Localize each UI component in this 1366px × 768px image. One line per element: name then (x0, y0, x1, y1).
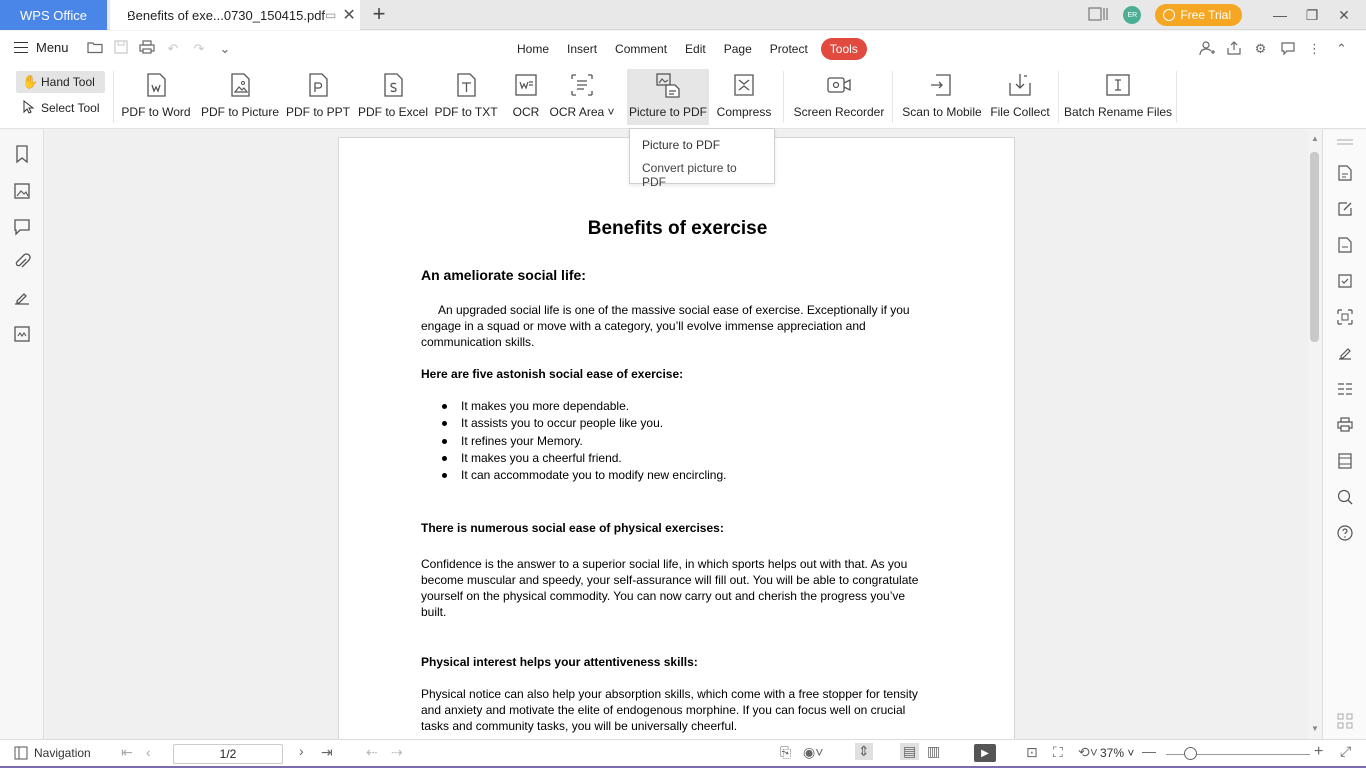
list-item: It refines your Memory. (461, 433, 726, 450)
navigation-label: Navigation (34, 746, 91, 760)
screen-recorder-button[interactable] (795, 69, 883, 125)
pdf-to-excel-icon (379, 71, 407, 99)
scroll-up-arrow-icon[interactable]: ▲ (1311, 134, 1319, 143)
more-options-icon[interactable]: ⋮ (1308, 41, 1321, 56)
navigation-panel-icon (14, 746, 28, 760)
redo-icon[interactable]: ↷ (193, 41, 205, 56)
edit-pen-icon[interactable] (1336, 200, 1354, 218)
eye-protection-icon[interactable]: ◉˅ (803, 744, 824, 760)
file-collect-label: File Collect (990, 105, 1050, 119)
pdf-to-picture-icon (226, 71, 254, 99)
single-page-icon[interactable]: ▤ (900, 743, 919, 760)
fullscreen-icon[interactable]: ⤢ (1340, 743, 1352, 759)
document-title: Benefits of exercise (587, 218, 768, 239)
pdf-to-word-button[interactable] (120, 69, 192, 125)
scan-to-mobile-button[interactable] (900, 69, 984, 125)
sign-pen-icon[interactable] (1336, 344, 1354, 362)
bullet-list (461, 398, 726, 484)
minimize-icon[interactable]: — (1273, 7, 1287, 23)
ribbon-separator (113, 71, 114, 123)
share-user-icon[interactable] (1196, 40, 1217, 58)
compress-icon (730, 71, 758, 99)
restore-icon[interactable]: ❐ (1305, 6, 1319, 23)
batch-rename-files-label: Batch Rename Files (1063, 105, 1173, 119)
close-tab-icon[interactable]: ✕ (342, 7, 356, 24)
ribbon-separator (1176, 71, 1177, 123)
vertical-scrollbar[interactable] (1308, 130, 1322, 739)
ocr-area-button[interactable] (551, 69, 613, 125)
list-item: It makes you more dependable. (461, 398, 726, 415)
hand-tool-label: Hand Tool (41, 75, 95, 89)
tool-mode-group (16, 71, 105, 123)
pdf-to-picture-button[interactable] (200, 69, 280, 125)
title-bar-controls (1085, 0, 1366, 30)
zoom-level[interactable]: 37% ˅ (1100, 746, 1135, 760)
free-trial-label: Free Trial (1180, 8, 1231, 22)
ocr-button[interactable] (510, 69, 542, 125)
print-side-icon[interactable] (1336, 416, 1354, 434)
thumbnail-icon[interactable] (12, 181, 32, 201)
settings-gear-icon[interactable]: ⚙ (1254, 41, 1267, 56)
scrollbar-thumb[interactable] (1310, 152, 1319, 342)
play-slideshow-icon[interactable]: ▶ (974, 744, 996, 762)
file-collect-button[interactable] (989, 69, 1051, 125)
heading-numerous-ease: There is numerous social ease of physical exercises: (421, 521, 724, 535)
previous-page-icon[interactable]: ‹ (146, 744, 151, 760)
tab-edit[interactable]: Edit (685, 42, 706, 56)
user-avatar[interactable]: ER (1123, 6, 1141, 24)
pdf-convert-icon[interactable] (1336, 164, 1354, 182)
pdf-to-picture-label: PDF to Picture (200, 105, 280, 119)
scroll-down-arrow-icon[interactable]: ▼ (1311, 724, 1319, 733)
actual-size-icon[interactable]: ⊡ (1026, 744, 1038, 760)
tab-tools[interactable]: Tools (821, 38, 867, 60)
list-item: It assists you to occur people like you. (461, 415, 726, 432)
signature-icon[interactable] (12, 288, 32, 308)
select-tool-button[interactable] (16, 97, 105, 119)
zoom-slider-knob[interactable] (1184, 747, 1197, 760)
picture-panel-icon[interactable] (12, 324, 32, 344)
cursor-icon (22, 100, 36, 117)
left-sidebar (0, 130, 44, 739)
select-tool-label: Select Tool (41, 101, 100, 115)
status-bar (0, 739, 1366, 768)
pdf-to-ppt-label: PDF to PPT (286, 105, 351, 119)
new-tab-button[interactable]: + (372, 1, 386, 26)
undo-icon[interactable]: ↶ (167, 41, 179, 56)
help-icon[interactable] (1336, 524, 1354, 542)
collapse-ribbon-icon[interactable]: ⌃ (1336, 41, 1347, 56)
pdf-to-txt-label: PDF to TXT (434, 105, 498, 119)
tab-insert[interactable]: Insert (567, 42, 598, 56)
pdf-to-excel-label: PDF to Excel (357, 105, 429, 119)
paragraph-confidence: Confidence is the answer to a superior social life, in which sports helps out with that. As you become muscular and speedy, your self-assurance will fill out. You will be able to congratulate yourself on the physical commodity. You can now carry out and cherish the progress you’ve built. (421, 557, 919, 619)
grid-apps-icon[interactable] (1337, 713, 1353, 729)
compress-label: Compress (716, 105, 772, 119)
list-item: It can accommodate you to modify new encircling. (461, 467, 726, 484)
text-layout-icon[interactable] (1336, 380, 1354, 398)
screen-recorder-label: Screen Recorder (793, 105, 885, 119)
quick-access-toolbar (84, 40, 236, 58)
last-page-icon[interactable]: ⇥ (321, 744, 333, 760)
zoom-in-icon[interactable]: + (1314, 743, 1324, 760)
pdf-to-word-label: PDF to Word (121, 105, 191, 119)
paragraph-social-life: An upgraded social life is one of the massive social ease of exercise. Exceptionally if you engage in a squad or move with a category, you’ll evolve immense appreciation and communication skills. (421, 303, 910, 349)
tab-home[interactable]: Home (517, 42, 550, 56)
navigation-toggle[interactable] (14, 746, 91, 760)
right-sidebar (1322, 130, 1366, 739)
batch-rename-files-button[interactable] (1063, 69, 1173, 125)
menu-label: Menu (36, 40, 69, 55)
two-page-icon[interactable]: ▥ (927, 743, 941, 759)
document-tab[interactable] (110, 0, 360, 30)
ribbon-separator (783, 71, 784, 123)
form-check-icon[interactable] (1336, 272, 1354, 290)
rotate-icon[interactable]: ⟲˅ (1078, 744, 1098, 760)
fit-page-icon[interactable]: ⛶ (1053, 744, 1063, 760)
save-icon[interactable] (110, 40, 132, 58)
fit-width-icon[interactable]: ⇕ (855, 743, 873, 760)
document-viewer[interactable] (45, 130, 1308, 739)
pdf-to-excel-button[interactable] (358, 69, 428, 125)
picture-to-pdf-icon (654, 71, 682, 99)
next-page-icon[interactable]: › (299, 743, 304, 759)
previous-view-icon[interactable]: ⇠ (366, 744, 378, 760)
share-icon[interactable] (1223, 40, 1244, 58)
picture-to-pdf-tooltip (629, 128, 775, 189)
first-page-icon[interactable]: ⇤ (121, 744, 133, 760)
list-item: It makes you a cheerful friend. (461, 450, 726, 467)
zoom-out-icon[interactable]: — (1142, 743, 1156, 759)
crop-icon[interactable] (1336, 308, 1354, 326)
scan-to-mobile-icon (928, 71, 956, 99)
tooltip-title: Picture to PDF (642, 138, 721, 152)
open-folder-icon[interactable] (84, 40, 106, 58)
rename-icon (1104, 71, 1132, 99)
print-icon[interactable] (136, 40, 158, 58)
ocr-icon (512, 71, 540, 99)
free-trial-button[interactable] (1155, 4, 1242, 26)
pdf-to-txt-icon (452, 71, 480, 99)
menu-right-icons (1196, 40, 1352, 58)
customize-dropdown-icon[interactable]: ⌄ (219, 41, 231, 56)
monitor-icon[interactable]: ▭ (325, 8, 337, 22)
workspace-icon[interactable] (1085, 7, 1111, 24)
document-export-icon[interactable] (1336, 236, 1354, 254)
export-icon[interactable]: ⎘ (780, 744, 792, 760)
scan-to-mobile-label: Scan to Mobile (902, 105, 982, 119)
close-window-icon[interactable]: ✕ (1338, 6, 1350, 23)
ribbon-separator (892, 71, 893, 123)
heading-social-life: An ameliorate social life: (421, 267, 586, 283)
bookmark-icon[interactable] (12, 144, 32, 164)
tooltip-description: Convert picture to PDF (642, 161, 737, 189)
hand-icon: ✋ (22, 74, 39, 89)
comment-panel-icon[interactable] (12, 217, 32, 237)
hand-tool-button[interactable] (16, 71, 105, 93)
ribbon-tabs (508, 38, 867, 60)
main-menu-button[interactable] (14, 40, 69, 55)
pdf-to-word-icon (142, 71, 170, 99)
file-collect-icon (1006, 71, 1034, 99)
pdf-to-txt-button[interactable] (435, 69, 497, 125)
ocr-label: OCR (512, 105, 540, 119)
tab-page[interactable]: Page (723, 42, 752, 56)
paragraph-attentiveness: Physical notice can also help your absorption skills, which come with a free stopper for tensity and anxiety and motivate the elite of endogenous morphine. If you can focus well on crucial tasks and community tasks, you will be universally cheerful. (421, 687, 918, 733)
page-number-input[interactable]: 1/2 (173, 744, 283, 764)
ribbon-separator (1058, 71, 1059, 123)
picture-to-pdf-button[interactable] (627, 69, 709, 125)
document-tab-title: Benefits of exe...0730_150415.pdf (127, 7, 326, 23)
attachment-icon[interactable] (12, 252, 32, 272)
pdf-page[interactable] (338, 137, 1015, 739)
title-bar (0, 0, 1366, 30)
heading-attentiveness: Physical interest helps your attentiveness skills: (421, 655, 698, 669)
compress-button[interactable] (716, 69, 772, 125)
ocr-area-icon (568, 71, 596, 99)
crown-icon (1163, 9, 1175, 21)
panel-handle-icon[interactable] (1335, 138, 1355, 146)
wps-home-tab[interactable]: WPS Office (0, 0, 107, 30)
hamburger-icon (14, 42, 28, 53)
search-text-icon[interactable] (1336, 488, 1354, 506)
heading-five-ease: Here are five astonish social ease of exercise: (421, 367, 684, 381)
picture-to-pdf-label: Picture to PDF (628, 105, 708, 119)
comment-icon[interactable] (1277, 40, 1298, 58)
ocr-area-label: OCR Area ˅ (549, 105, 615, 119)
film-icon[interactable] (1336, 452, 1354, 470)
menu-bar (0, 31, 1366, 67)
tab-comment[interactable]: Comment (615, 42, 668, 56)
pdf-to-ppt-icon (304, 71, 332, 99)
pdf-to-ppt-button[interactable] (287, 69, 349, 125)
video-camera-icon (825, 71, 853, 99)
next-view-icon[interactable]: ⇢ (391, 744, 403, 760)
tools-ribbon (0, 67, 1366, 129)
tab-protect[interactable]: Protect (769, 42, 808, 56)
